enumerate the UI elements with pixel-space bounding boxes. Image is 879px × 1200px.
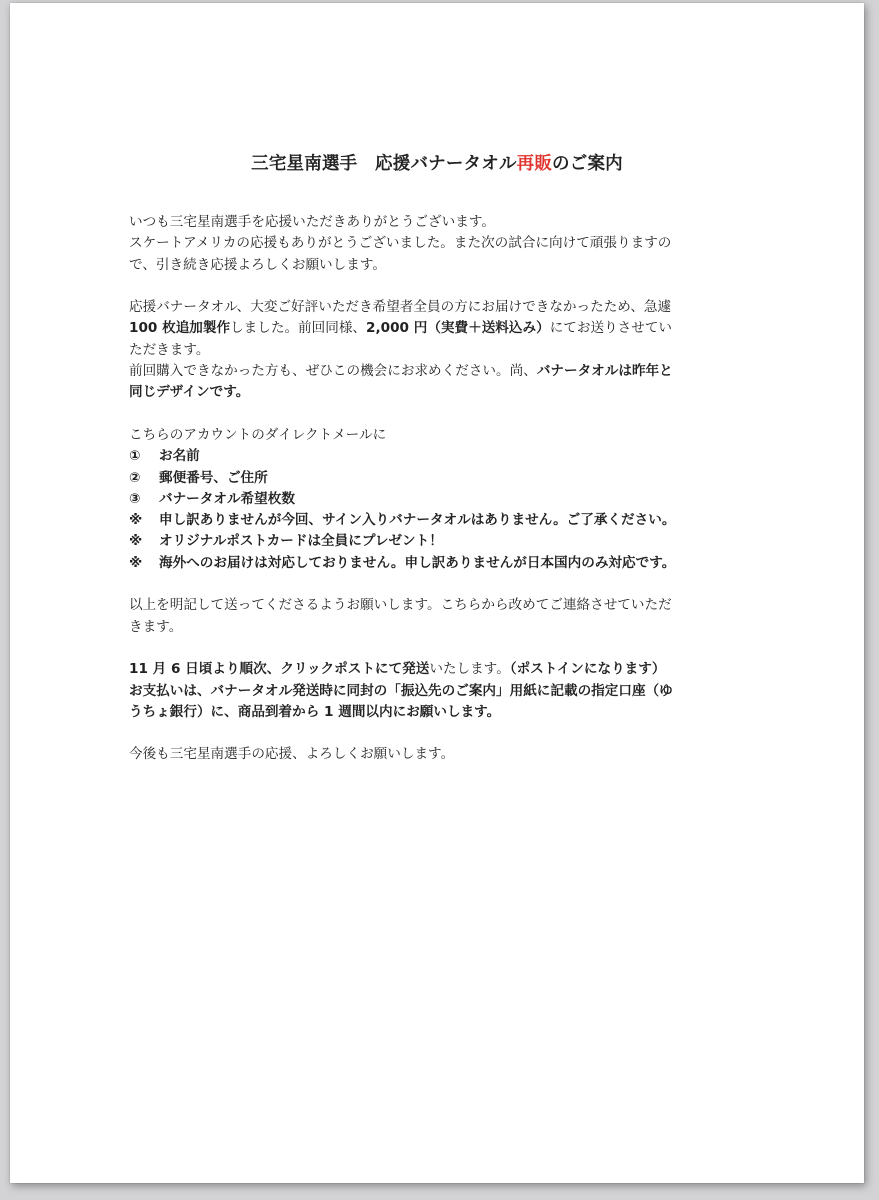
list-marker: ③ xyxy=(129,490,141,507)
payment-line: お支払いは、バナータオル発送時に同封の「振込先のご案内」用紙に記載の指定口座（ゆ xyxy=(129,682,673,699)
list-marker: ※ xyxy=(129,554,143,571)
payment-line: うちょ銀行）に、商品到着から 1 週間以内にお願いします。 xyxy=(129,703,501,720)
final-line: 今後も三宅星南選手の応援、よろしくお願いします。 xyxy=(129,746,455,763)
list-item xyxy=(129,510,769,531)
shipping-text: いたします。 xyxy=(429,661,510,678)
list-item-text: お名前 xyxy=(159,448,200,465)
title-text: 三宅星南選手 応援バナータオル xyxy=(251,154,517,174)
list-item xyxy=(129,468,769,489)
list-item-text: バナータオル希望枚数 xyxy=(159,490,295,507)
intro-line: いつも三宅星南選手を応援いただきありがとうございます。 xyxy=(129,214,495,230)
list-item xyxy=(129,446,769,467)
announcement-text: しました。前回同様、 xyxy=(230,320,367,337)
dm-instructions xyxy=(129,425,769,574)
list-item-text: 海外へのお届けは対応しておりません。申し訳ありませんが日本国内のみ対応です。 xyxy=(159,554,676,571)
title-suffix: のご案内 xyxy=(552,154,623,174)
final-message xyxy=(129,744,769,765)
document-page xyxy=(10,3,864,1183)
intro-line: で、引き続き応援よろしくお願いします。 xyxy=(129,256,386,273)
document-body xyxy=(129,212,769,787)
announcement-text: 前回購入できなかった方も、ぜひこの機会にお求めください。尚、 xyxy=(129,363,537,380)
list-item xyxy=(129,531,769,552)
dm-intro: こちらのアカウントのダイレクトメールに xyxy=(129,426,387,443)
shipping-line xyxy=(129,659,769,680)
list-marker: ※ xyxy=(129,533,143,550)
announcement-paragraph xyxy=(129,297,769,403)
closing-line: きます。 xyxy=(129,618,183,635)
list-item-text: 郵便番号、ご住所 xyxy=(159,469,268,486)
price: 2,000 円（実費＋送料込み） xyxy=(366,320,550,337)
closing-line: 以上を明記して送ってくださるようお願いします。こちらから改めてご連絡させていただ xyxy=(129,597,672,614)
list-item xyxy=(129,489,769,510)
closing-request xyxy=(129,595,769,638)
design-note: 同じデザインです。 xyxy=(129,384,250,401)
title-highlight: 再販 xyxy=(516,154,553,174)
page-title xyxy=(10,150,864,175)
shipping-info xyxy=(129,659,769,723)
intro-line: スケートアメリカの応援もありがとうございました。また次の試合に向けて頑張りますの xyxy=(129,235,672,252)
intro-paragraph xyxy=(129,212,769,276)
list-marker: ※ xyxy=(129,512,143,529)
design-note: バナータオルは昨年と xyxy=(536,363,673,380)
list-item-text: 申し訳ありませんが今回、サイン入りバナータオルはありません。ご了承ください。 xyxy=(159,512,676,529)
shipping-note: （ポストインになります） xyxy=(509,661,666,678)
announcement-line xyxy=(129,318,769,339)
list-marker: ① xyxy=(129,448,141,465)
announcement-line: ただきます。 xyxy=(129,341,210,358)
additional-quantity: 100 枚追加製作 xyxy=(129,320,231,337)
list-item-text: オリジナルポストカードは全員にプレゼント！ xyxy=(159,533,443,550)
announcement-line: 応援バナータオル、大変ご好評いただき希望者全員の方にお届けできなかったため、急遽 xyxy=(129,299,672,316)
announcement-line xyxy=(129,361,769,382)
announcement-text: にてお送りさせてい xyxy=(549,320,673,337)
list-item xyxy=(129,553,769,574)
list-marker: ② xyxy=(129,469,141,486)
shipping-date: 11 月 6 日頃より順次、クリックポストにて発送 xyxy=(129,661,430,678)
